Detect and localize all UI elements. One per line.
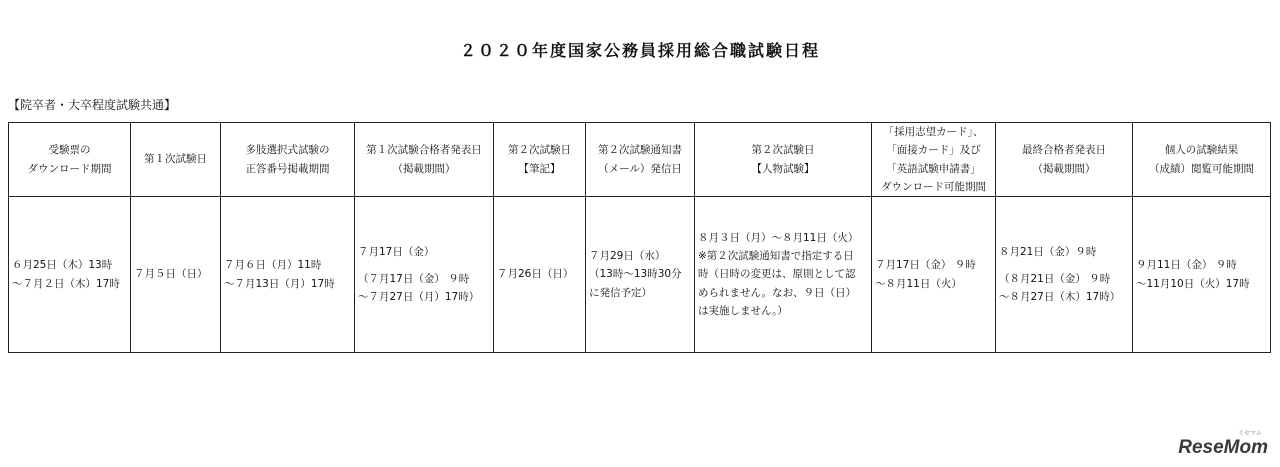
cell-text: ７月17日（金） (358, 245, 435, 258)
cell-text: ※第２次試験通知書で指定する日 (698, 250, 854, 263)
cell-text: ７月６日（月）11時 (224, 259, 322, 272)
schedule-cell-3 (221, 197, 355, 353)
cell-text: ～７月13日（月）17時 (224, 277, 335, 290)
cell-text: （13時～13時30分 (589, 268, 682, 281)
cell-text: ～７月27日（月）17時） (358, 291, 480, 304)
cell-text: （成績）閲覧可能期間 (1149, 162, 1254, 175)
header-cell-9 (996, 123, 1133, 197)
cell-text: 第２次試験日 (751, 144, 815, 157)
cell-text: ６月25日（木）13時 (12, 259, 113, 272)
resemom-logo: ReseMom (1178, 437, 1268, 458)
cell-text: められません。なお、９日（日） (698, 286, 857, 299)
schedule-cell-5 (494, 197, 586, 353)
cell-text: 「採用志望カード」、 (883, 126, 984, 139)
section-label: 【院卒者・大卒程度試験共通】 (8, 98, 177, 112)
header-cell-3 (221, 123, 355, 197)
cell-text: ダウンロード可能期間 (881, 180, 986, 193)
document-title: ２０２０年度国家公務員採用総合職試験日程 (459, 41, 820, 60)
table-row (9, 197, 1271, 353)
header-cell-4 (355, 123, 494, 197)
cell-text: （掲載期間） (392, 162, 456, 175)
table-header-row (9, 123, 1271, 197)
cell-text: 「英語試験申請書」 (886, 162, 981, 175)
schedule-cell-4 (355, 197, 494, 353)
schedule-cell-8 (872, 197, 996, 353)
cell-text: 第２次試験通知書 (598, 144, 682, 157)
header-cell-6 (586, 123, 695, 197)
cell-text: （７月17日（金） ９時 (358, 272, 470, 285)
header-cell-7 (695, 123, 872, 197)
cell-text: 第１次試験合格者発表日 (366, 144, 482, 157)
schedule-cell-7 (695, 197, 872, 353)
cell-text: ７月26日（日） (497, 268, 574, 281)
cell-text: 第１次試験日 (144, 153, 207, 166)
cell-text: は実施しません。） (698, 304, 788, 317)
cell-text: 個人の試験結果 (1164, 144, 1239, 157)
cell-text: （メール）発信日 (598, 162, 682, 175)
cell-text: 「面接カード」及び (886, 144, 981, 157)
header-cell-2 (131, 123, 221, 197)
cell-text: ７月17日（金） ９時 (875, 259, 976, 272)
cell-text: （８月21日（金） ９時 (999, 272, 1111, 285)
schedule-cell-9 (996, 197, 1133, 353)
cell-text: に発信予定） (589, 286, 652, 299)
cell-text: ～８月11日（火） (875, 277, 962, 290)
cell-text: ９月11日（金） ９時 (1136, 259, 1237, 272)
schedule-cell-2 (131, 197, 221, 353)
cell-text: ８月３日（月）～８月11日（火） (698, 232, 859, 245)
cell-text: ～７月２日（木）17時 (12, 277, 120, 290)
header-cell-1 (9, 123, 131, 197)
cell-text: 第２次試験日 (508, 144, 571, 157)
cell-text: （掲載期間） (1032, 162, 1096, 175)
header-cell-10 (1133, 123, 1271, 197)
spacer (999, 261, 1129, 270)
spacer (358, 261, 490, 270)
schedule-cell-10 (1133, 197, 1271, 353)
cell-text: 受験票の (48, 144, 91, 157)
cell-text: ダウンロード期間 (27, 162, 112, 175)
schedule-cell-1 (9, 197, 131, 353)
cell-text: ８月21日（金）９時 (999, 245, 1097, 258)
header-cell-5 (494, 123, 586, 197)
cell-text: ～８月27日（木）17時） (999, 291, 1121, 304)
cell-text: 時（日時の変更は、原則として認 (698, 268, 856, 281)
cell-text: 正答番号掲載期間 (245, 162, 330, 175)
cell-text: ７月29日（水） (589, 250, 666, 263)
cell-text: 【筆記】 (518, 162, 561, 175)
cell-text: 【人物試験】 (751, 162, 815, 175)
exam-schedule-table (8, 122, 1271, 353)
cell-text: ～11月10日（火）17時 (1136, 277, 1250, 290)
cell-text: 多肢選択式試験の (245, 144, 330, 157)
schedule-cell-6 (586, 197, 695, 353)
cell-text: 最終合格者発表日 (1022, 144, 1106, 157)
watermark-subtext: リセマム (1238, 430, 1262, 437)
cell-text: ７月５日（日） (134, 268, 208, 281)
header-cell-8 (872, 123, 996, 197)
